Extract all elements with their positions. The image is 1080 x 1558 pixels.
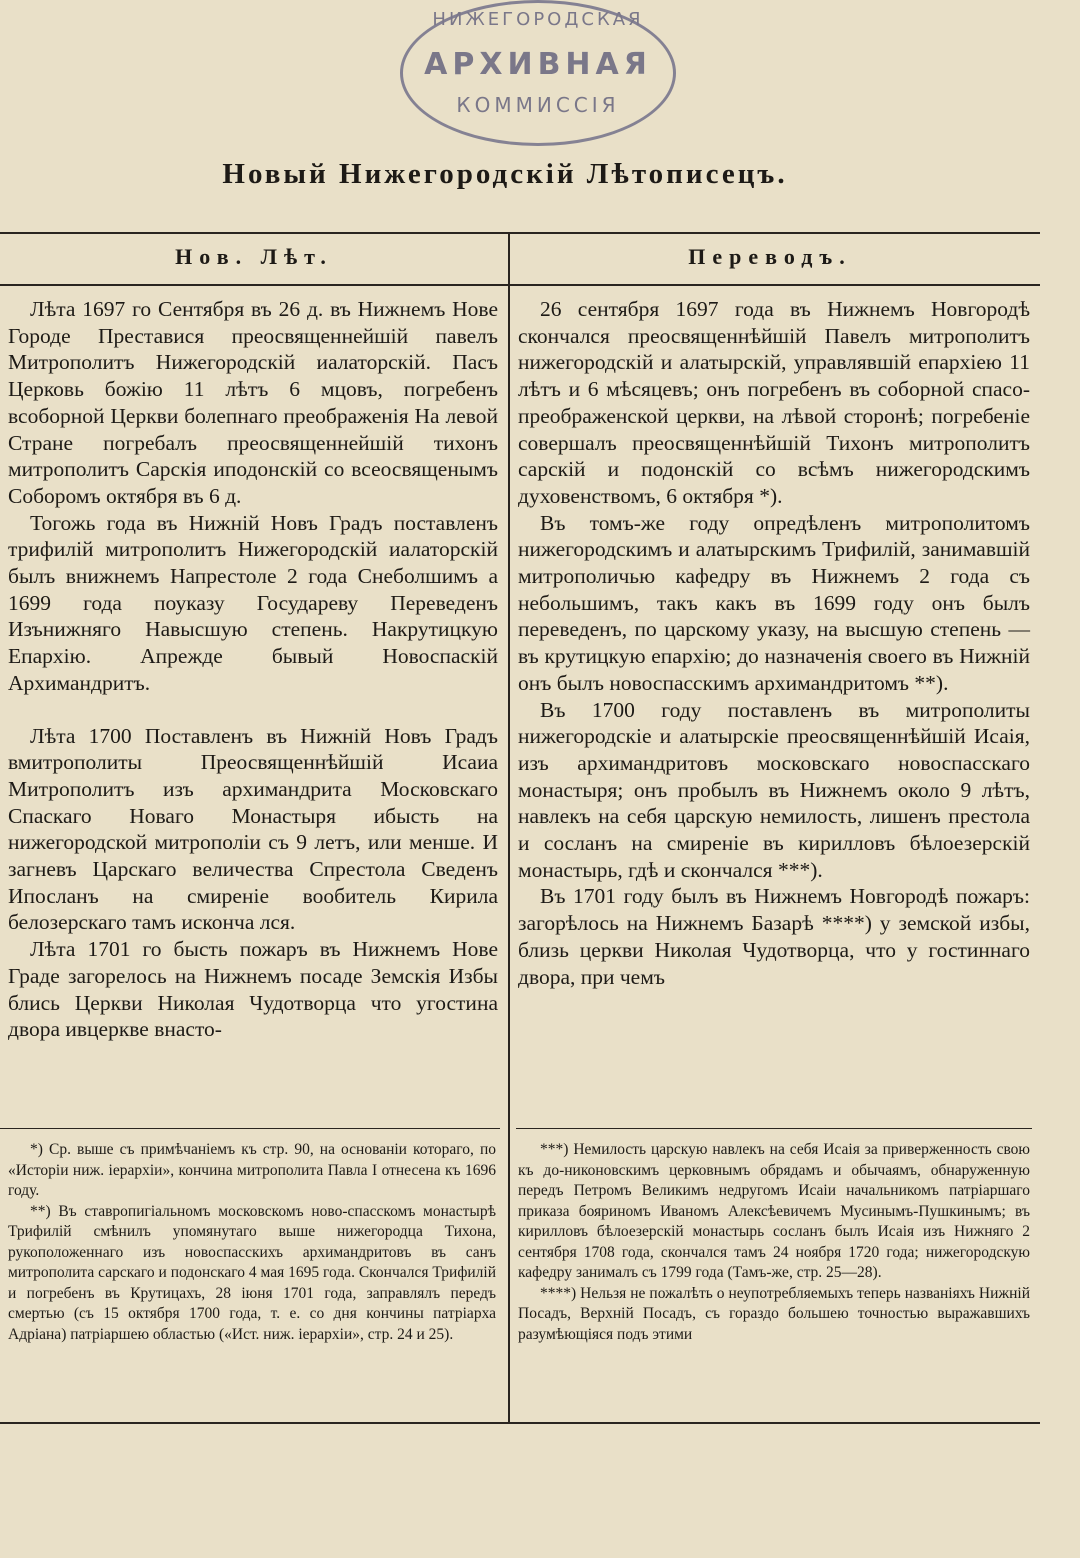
right-paragraph: Въ томъ-же году опредѣленъ митрополитомъ нижегородскимъ и алатырскимъ Трифилій, занимавшій митрополичью кафедру въ Нижнемъ 2 года съ небольшимъ, такъ какъ въ 1699 году онъ былъ переведенъ, по царскому указу, на высшую степень — въ крутицкую епархію; до назначенія своего въ Нижній онъ былъ новоспасскимъ архимандритомъ **). <box>518 510 1030 695</box>
left-paragraph: Лѣта 1700 Поставленъ въ Нижній Новъ Градъ вмитрополиты Преосвященнѣйшій Исаиа Митрополитъ изъ архимандрита Московскаго Спаскаго Новаго Монастыря ибысть на нижегородской митрополіи съ 9 летъ, или менше. И загневъ Царскаго величества Спрестола Сведенъ Ипосланъ на смиреніе вообитель Кирила белозерскаго тамъ исконча лся. <box>8 723 498 935</box>
archive-stamp <box>400 0 676 146</box>
footnote: ****) Нельзя не пожалѣть о неупотребляемыхъ теперь названіяхъ Нижній Посадъ, Верхній Посадъ, съ гораздо большею точностью выражавшихъ разумѣющіяся подъ этими <box>518 1284 1030 1343</box>
column-divider <box>508 232 510 1422</box>
footnote: ***) Немилость царскую навлекъ на себя Исаія за приверженность свою къ до-никоновскимъ церковнымъ обрядамъ и обычаямъ, обнаруженную передъ Петромъ Великимъ недругомъ Исаіи начальникомъ патріаршаго приказа бояриномъ Иваномъ Алексѣевичемъ Мусинымъ-Пушкинымъ; въ кирилловъ бѣлоезерскій монастырь сосланъ былъ Исаія изъ Нижняго 2 сентября 1708 года, скончался тамъ 24 ноября 1720 года; нижегородскую кафедру занималъ съ 1799 года (Тамъ-же, стр. 25—28). <box>518 1141 1030 1281</box>
right-column <box>518 296 1030 990</box>
bottom-rule <box>0 1422 1040 1424</box>
subheader-rule <box>0 284 1040 286</box>
right-paragraph: Въ 1701 году былъ въ Нижнемъ Новгородѣ пожаръ: загорѣлось на Нижнемъ Базарѣ ****) у земской избы, близь церкви Николая Чудотворца, что у гостиннаго двора, при чемъ <box>518 884 1030 989</box>
right-footnotes <box>518 1140 1030 1345</box>
left-paragraph: Лѣта 1697 го Сентября въ 26 д. въ Нижнемъ Нове Городе Преставися преосвященнейшій павелъ Митрополитъ Нижегородскій иалаторскій. Пасъ Церковь божію 11 лѣтъ 6 мцовъ, погребенъ всоборной Церкви болепнаго преображенія На левой Стране погребалъ преосвященнейшій тихонъ митрополитъ Сарскія иподонскій со всеосвященымъ Соборомъ октября въ 6 д. <box>8 297 498 508</box>
footnote: *) Ср. выше съ примѣчаніемъ къ стр. 90, на основаніи котораго, по «Исторіи ниж. іерархіи», кончина митрополита Павла I отнесена къ 1696 году. <box>8 1141 496 1199</box>
right-footnote-rule <box>516 1128 1032 1129</box>
left-column-heading: Нов. Лѣт. <box>175 244 333 269</box>
left-footnotes <box>8 1140 496 1345</box>
right-column-heading: Переводъ. <box>688 244 852 269</box>
stamp-line-2: АРХИВНАЯ <box>424 47 652 82</box>
stamp-line-3: КОММИССІЯ <box>456 93 620 117</box>
left-footnote-rule <box>0 1128 500 1129</box>
left-paragraph: Лѣта 1701 го бысть пожаръ въ Нижнемъ Нове Граде загорелось на Нижнемъ посаде Земскія Избы блись Церкви Николая Чудотворца что угостина двора ивцеркве внасто- <box>8 937 498 1042</box>
footnote: **) Въ ставропигіальномъ московскомъ ново-спасскомъ монастырѣ Трифилій смѣнилъ упомянутаго выше нижегородца Тихона, рукоположеннаго изъ новоспасскихъ архимандритовъ въ санъ митрополита сарскаго и подонскаго 4 мая 1695 года. Скончался Трифилій и погребенъ въ Крутицахъ, 28 іюня 1701 года, заправлялъ передъ смертью (съ 15 октября 1700 года, т. е. со дня кончины патріарха Адріана) патріаршею областью («Ист. ниж. іерархіи», стр. 24 и 25). <box>8 1202 496 1343</box>
left-paragraph: Тогожь года въ Нижній Новъ Градъ поставленъ трифилій митрополитъ Нижегородскій иалаторскій былъ внижнемъ Напрестоле 2 года Снеболшимъ а 1699 года поуказу Государеву Переведенъ Изънижняго Навысшую степень. Накрутицкую Епархію. Апрежде бывый Новоспаскій Архимандритъ. <box>8 510 498 695</box>
page-title: Новый Нижегородскій Лѣтописецъ. <box>222 158 788 190</box>
right-paragraph: 26 сентября 1697 года въ Нижнемъ Новгородѣ скончался преосвященнѣйшій Павелъ митрополитъ нижегородскій и алатырскій, управлявшій епархіею 11 лѣтъ и 6 мѣсяцевъ; онъ погребенъ въ соборной спасо-преображенской церкви, на лѣвой сторонѣ; погребеніе совершалъ преосвященнѣйшій Тихонъ митрополитъ сарскій и подонскій со всѣмъ нижегородскимъ духовенствомъ, 6 октября *). <box>518 297 1030 508</box>
header-rule <box>0 232 1040 234</box>
stamp-line-1: НИЖЕГОРОДСКАЯ <box>432 9 644 30</box>
left-column <box>8 296 498 1043</box>
right-paragraph: Въ 1700 году поставленъ въ митрополиты нижегородскіе и алатырскіе преосвященнѣйшій Исаія, изъ архимандритовъ московскаго новоспасскаго монастыря; онъ пробылъ въ Нижнемъ около 9 лѣтъ, навлекъ на себя царскую немилость, лишенъ престола и сосланъ на смиреніе въ кирилловъ бѣлоезерскій монастырь, гдѣ и скончался ***). <box>518 697 1030 882</box>
